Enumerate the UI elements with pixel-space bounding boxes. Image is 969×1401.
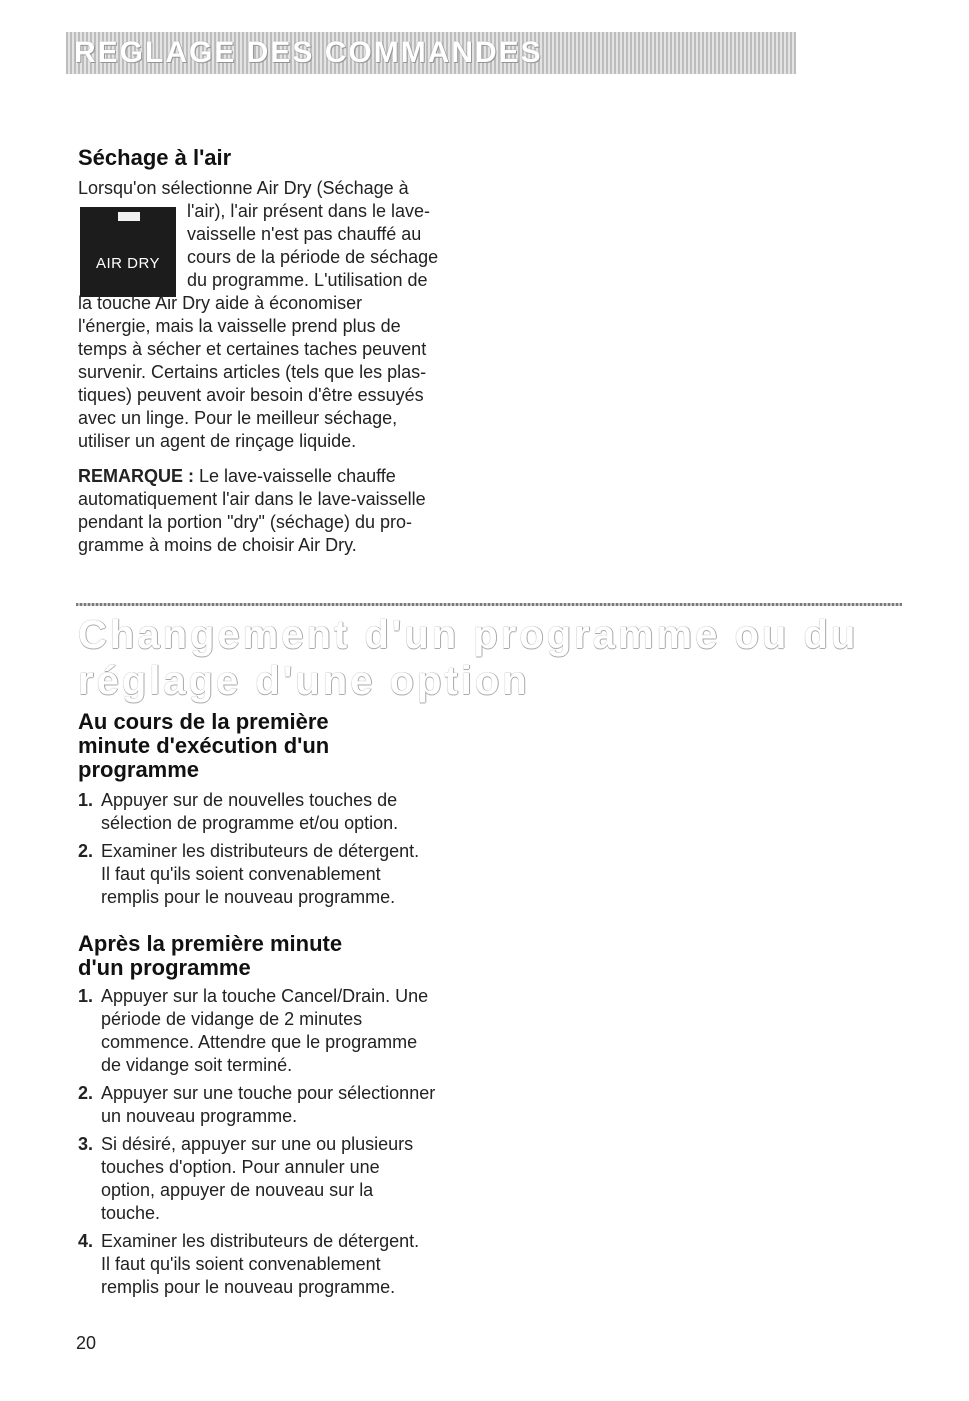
- note-line: gramme à moins de choisir Air Dry.: [78, 535, 357, 555]
- step-line: touches d'option. Pour annuler une: [101, 1157, 380, 1177]
- step-line: Examiner les distributeurs de détergent.: [101, 841, 420, 861]
- after-first-minute-heading: [78, 932, 342, 980]
- step-number: 2.: [78, 841, 94, 861]
- air-dry-paragraph-line: vaisselle n'est pas chauffé au: [187, 224, 422, 244]
- step-number: 4.: [78, 1231, 94, 1251]
- list-item: [78, 789, 419, 835]
- air-dry-paragraph-line: tiques) peuvent avoir besoin d'être essuyés: [78, 385, 424, 405]
- after-first-minute-steps: [78, 985, 435, 1304]
- step-number: 3.: [78, 1134, 94, 1154]
- step-line: un nouveau programme.: [101, 1106, 298, 1126]
- step-line: remplis pour le nouveau programme.: [101, 887, 396, 907]
- step-line: période de vidange de 2 minutes: [101, 1009, 363, 1029]
- note-text: Le lave-vaisselle chauffe: [194, 466, 396, 486]
- step-line: Appuyer sur la touche Cancel/Drain. Une: [101, 986, 429, 1006]
- step-line: Il faut qu'ils soient convenablement: [101, 864, 381, 884]
- step-line: remplis pour le nouveau programme.: [101, 1277, 396, 1297]
- first-minute-heading: [78, 710, 329, 782]
- air-dry-paragraph-line: survenir. Certains articles (tels que les plas-: [78, 362, 427, 382]
- air-dry-heading: Séchage à l'air: [78, 145, 232, 170]
- air-dry-button: [80, 207, 176, 297]
- list-item: [78, 1230, 435, 1299]
- change-program-heading-line: réglage d'une option: [78, 659, 530, 703]
- first-minute-steps: [78, 789, 419, 914]
- air-dry-paragraph-line: l'air), l'air présent dans le lave-: [187, 201, 430, 221]
- note-line: automatiquement l'air dans le lave-vaisselle: [78, 489, 426, 509]
- step-number: 2.: [78, 1083, 94, 1103]
- page-number: 20: [76, 1333, 97, 1353]
- step-line: Si désiré, appuyer sur une ou plusieurs: [101, 1134, 414, 1154]
- air-dry-paragraph-line: temps à sécher et certaines taches peuvent: [78, 339, 427, 359]
- step-line: option, appuyer de nouveau sur la: [101, 1180, 374, 1200]
- section-banner: [66, 32, 796, 74]
- air-dry-button-label: AIR DRY: [95, 255, 161, 272]
- air-dry-paragraph-line: du programme. L'utilisation de: [187, 270, 428, 290]
- list-item: [78, 985, 435, 1077]
- step-number: 1.: [78, 790, 94, 810]
- change-program-heading-line: Changement d'un programme ou du: [78, 613, 859, 657]
- banner-title: REGLAGE DES COMMANDES: [74, 36, 543, 69]
- note-line: [78, 465, 396, 488]
- list-item: [78, 1133, 435, 1225]
- section-divider: [76, 603, 902, 606]
- air-dry-paragraph-line: l'énergie, mais la vaisselle prend plus de: [78, 316, 401, 336]
- heading-line: programme: [78, 757, 200, 782]
- note-line: pendant la portion "dry" (séchage) du pro-: [78, 512, 412, 532]
- step-line: Examiner les distributeurs de détergent.: [101, 1231, 420, 1251]
- air-dry-paragraph-line: avec un linge. Pour le meilleur séchage,: [78, 408, 398, 428]
- indicator-light-icon: [118, 212, 140, 221]
- air-dry-paragraph-line: utiliser un agent de rinçage liquide.: [78, 431, 357, 451]
- heading-line: Après la première minute: [78, 931, 343, 956]
- air-dry-paragraph-line: la touche Air Dry aide à économiser: [78, 293, 363, 313]
- heading-line: minute d'exécution d'un: [78, 733, 330, 758]
- air-dry-paragraph-line: Lorsqu'on sélectionne Air Dry (Séchage à: [78, 178, 409, 198]
- air-dry-paragraph-line: cours de la période de séchage: [187, 247, 439, 267]
- step-line: de vidange soit terminé.: [101, 1055, 293, 1075]
- change-program-heading: [78, 612, 858, 704]
- step-line: sélection de programme et/ou option.: [101, 813, 399, 833]
- heading-line: Au cours de la première: [78, 709, 329, 734]
- step-number: 1.: [78, 986, 94, 1006]
- note-label: REMARQUE :: [78, 466, 194, 486]
- step-line: touche.: [101, 1203, 161, 1223]
- step-line: commence. Attendre que le programme: [101, 1032, 418, 1052]
- step-line: Appuyer sur une touche pour sélectionner: [101, 1083, 436, 1103]
- heading-line: d'un programme: [78, 955, 251, 980]
- step-line: Appuyer sur de nouvelles touches de: [101, 790, 398, 810]
- step-line: Il faut qu'ils soient convenablement: [101, 1254, 381, 1274]
- list-item: [78, 840, 419, 909]
- list-item: [78, 1082, 435, 1128]
